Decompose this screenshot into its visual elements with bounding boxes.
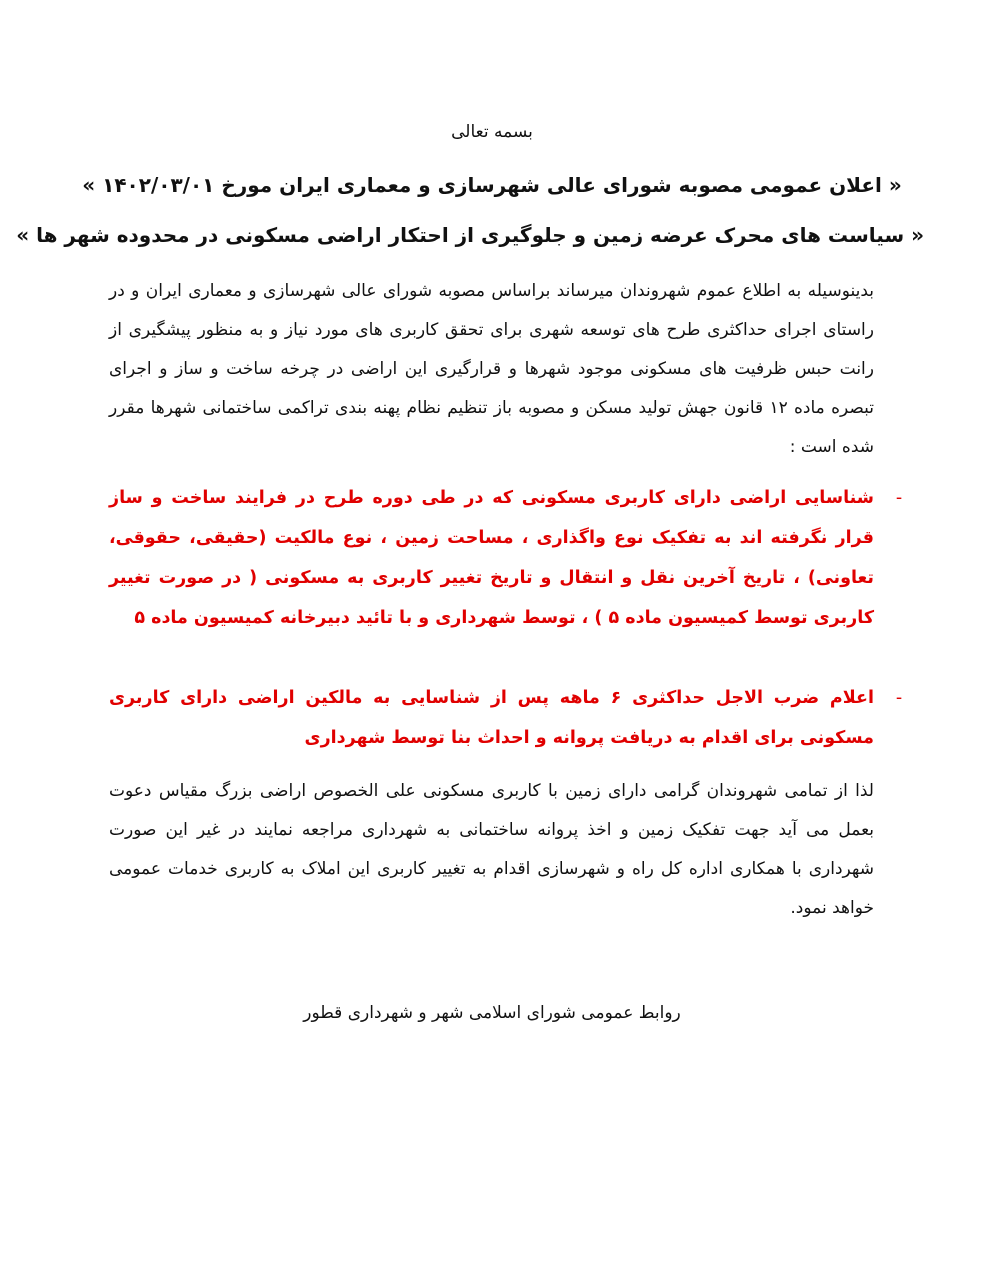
bullet-text: اعلام ضرب الاجل حداکثری ۶ ماهه پس از شناسایی به مالکین اراضی دارای کاربری مسکونی برای اقدام به دریافت پروانه و احداث بنا توسط شهرداری <box>109 688 874 748</box>
intro-paragraph: بدینوسیله به اطلاع عموم شهروندان میرساند براساس مصوبه شورای عالی شهرسازی و معماری ایران و در راستای اجرای حداکثری طرح های توسعه شهری برای تحقق کاربری های مورد نیاز و به منظور پیشگیری از رانت حبس ظرفیت های مسکونی موجود شهرها و قرارگیری این اراضی در چرخه ساخت و ساز و اجرای تبصره ماده ۱۲ قانون جهش تولید مسکن و مصوبه باز تنظیم نظام پهنه بندی تراکمی ساختمانی شهرها مقرر شده است : <box>109 281 874 457</box>
announcement-subtitle: « سیاست های محرک عرضه زمین و جلوگیری از احتکار اراضی مسکونی در محدوده شهر ها » <box>16 223 924 247</box>
announcement-title: « اعلان عمومی مصوبه شورای عالی شهرسازی و معماری ایران مورخ ۱۴۰۲/۰۳/۰۱ » <box>82 173 902 197</box>
bullet-item-deadline <box>109 678 903 758</box>
bullet-item-identification <box>109 478 903 638</box>
invocation-heading: بسمه تعالی <box>451 122 533 142</box>
signature-line: روابط عمومی شورای اسلامی شهر و شهرداری قطور <box>303 1003 681 1023</box>
bullet-text: شناسایی اراضی دارای کاربری مسکونی که در طی دوره طرح در فرایند ساخت و ساز قرار نگرفته اند به تفکیک نوع واگذاری ، مساحت زمین ، نوع مالکیت (حقیقی، حقوقی، تعاونی) ، تاریخ آخرین نقل و انتقال و تاریخ تغییر کاربری به مسکونی ( در صورت تغییر کاربری توسط کمیسیون ماده ۵ ) ، توسط شهرداری و با تائید دبیرخانه کمیسیون ماده ۵ <box>109 488 874 628</box>
closing-paragraph: لذا از تمامی شهروندان گرامی دارای زمین با کاربری مسکونی علی الخصوص اراضی بزرگ مقیاس دعوت بعمل می آید جهت تفکیک زمین و اخذ پروانه ساختمانی به شهرداری مراجعه نمایند در غیر این صورت شهرداری با همکاری اداره کل راه و شهرسازی اقدام به تغییر کاربری این املاک به کاربری خدمات عمومی خواهد نمود. <box>109 781 874 918</box>
bullet-marker: - <box>895 488 903 508</box>
bullet-marker: - <box>895 688 903 708</box>
